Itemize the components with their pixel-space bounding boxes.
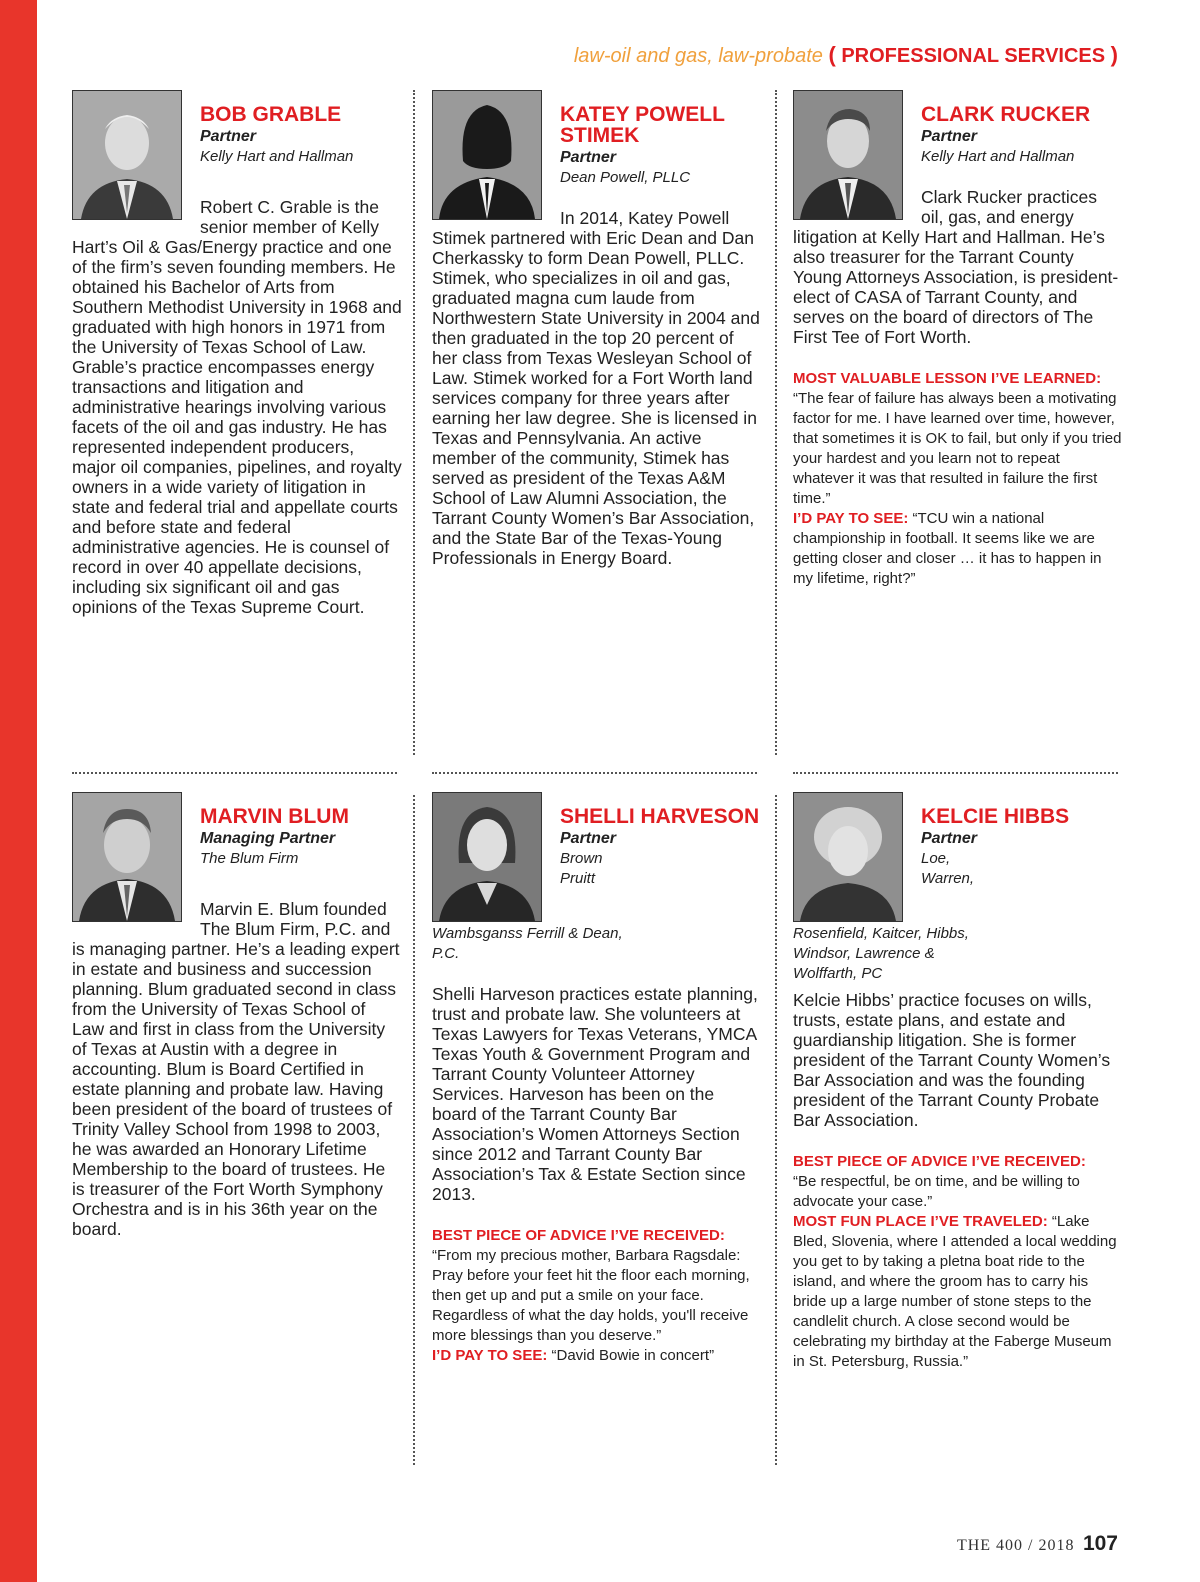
column-divider — [413, 795, 415, 1465]
profile-name: KELCIE HIBBS — [921, 805, 1070, 828]
profile-bio: Marvin E. Blum founded The Blum Firm, P.C. and is managing partner. He’s a leading expert in estate and business and succession planning. Blum graduated second in class from the University of Texas School of Law and first in class from the University of Texas at Austin with a degree in accounting. Blum is Board Certified in estate planning and probate law. Having been president of the board of trustees of Trinity Valley School from 1998 to 2003, he was awarded an Honorary Lifetime Membership to the board of trustees. He is treasurer of the Fort Worth Symphony Orchestra and is in his 36th year on the board. — [72, 899, 400, 1239]
profile-bio: Shelli Harveson practices estate planning, trust and probate law. She volunteers at Texas Lawyers for Texas Veterans, YMCA Texas Youth & Government Program and Tarrant County Volunteer Attorney Services. Harveson has been on the board of the Tarrant County Bar Association’s Women Attorneys Section since 2012 and Tarrant County Bar Association’s Tax & Estate Section since 2013. — [432, 984, 758, 1204]
qa-label: I’D PAY TO SEE: — [432, 1347, 548, 1364]
qa-label: MOST FUN PLACE I’VE TRAVELED: — [793, 1213, 1048, 1230]
profile-company: Dean Powell, PLLC — [560, 169, 691, 186]
column-divider — [775, 90, 777, 755]
profile-card — [432, 90, 762, 568]
profile-card — [72, 792, 402, 1239]
qa-section — [793, 1152, 1123, 1372]
page-footer — [957, 1532, 1118, 1556]
column-divider — [775, 795, 777, 1465]
headshot-photo — [793, 90, 903, 220]
profile-card — [432, 792, 762, 1366]
qa-item — [793, 1152, 1123, 1212]
qa-item — [793, 1212, 1123, 1372]
profile-role: Partner — [921, 830, 978, 847]
qa-item — [432, 1226, 762, 1346]
profile-bio: Robert C. Grable is the senior member of Kelly Hart’s Oil & Gas/Energy practice and one of the firm’s seven founding members. He obtained his Bachelor of Arts from Southern Methodist University in 1968 and graduated with high honors in 1971 from the University of Texas School of Law. Grable’s practice encompasses energy transactions and litigation and administrative hearings involving various facets of the oil and gas industry. He has represented independent producers, major oil companies, pipelines, and royalty owners in a wide variety of litigation in state and federal trial and appellate courts and before state and federal administrative agencies. He is counsel of record in over 40 appellate decisions, including six significant oil and gas opinions of the Texas Supreme Court. — [72, 197, 402, 617]
qa-item — [793, 369, 1123, 509]
qa-label: BEST PIECE OF ADVICE I’VE RECEIVED: — [432, 1227, 725, 1244]
qa-answer: “Be respectful, be on time, and be willing to advocate your case.” — [793, 1173, 1080, 1210]
row-divider — [432, 772, 757, 774]
profile-role: Managing Partner — [200, 830, 336, 847]
qa-label: MOST VALUABLE LESSON I’VE LEARNED: — [793, 370, 1102, 387]
qa-answer: “From my precious mother, Barbara Ragsdale: Pray before your feet hit the floor each morning, then get up and put a smile on your face. Regardless of what the day holds, you'll receive more blessings than you deserve.” — [432, 1247, 750, 1344]
profile-role: Partner — [200, 128, 257, 145]
qa-answer: “TCU win a national championship in football. It seems like we are getting closer and closer … it has to happen in my lifetime, right?” — [793, 510, 1102, 587]
qa-item — [793, 509, 1123, 589]
header-categories: law-oil and gas, law-probate — [573, 45, 823, 67]
magazine-issue: THE 400 / 2018 — [956, 1537, 1075, 1554]
profile-bio: In 2014, Katey Powell Stimek partnered with Eric Dean and Dan Cherkassky to form Dean Powell, PLLC. Stimek, who specializes in oil and gas, graduated magna cum laude from Northwestern State University in 2004 and then graduated in the top 20 percent of her class from Texas Wesleyan School of Law. Stimek worked for a Fort Worth land services company for three years after earning her law degree. She is licensed in Texas and Pennsylvania. An active member of the community, Stimek has served as president of the Texas A&M School of Law Alumni Association, the Tarrant County Women’s Bar Association, and the State Bar of the Texas-Young Professionals in Energy Board. — [432, 208, 760, 568]
qa-item — [432, 1346, 762, 1366]
profile-role: Partner — [560, 830, 617, 847]
headshot-photo — [72, 792, 182, 922]
profile-name: MARVIN BLUM — [200, 805, 349, 828]
profile-company: Kelly Hart and Hallman — [200, 148, 354, 165]
profile-company: The Blum Firm — [200, 850, 299, 867]
qa-label: I’D PAY TO SEE: — [793, 510, 909, 527]
qa-label: BEST PIECE OF ADVICE I’VE RECEIVED: — [793, 1153, 1086, 1170]
qa-section — [793, 369, 1123, 589]
profile-card — [793, 792, 1123, 1372]
page-number: 107 — [1082, 1532, 1118, 1555]
profile-card — [72, 90, 402, 617]
qa-answer: “David Bowie in concert” — [551, 1347, 715, 1364]
profile-role: Partner — [560, 149, 617, 166]
section-header — [574, 42, 1118, 68]
profile-bio: Kelcie Hibbs’ practice focuses on wills, trusts, estate plans, and estate and guardianship litigation. She is former president of the Tarrant County Women’s Bar Association and was the founding president of the Tarrant County Probate Bar Association. — [793, 990, 1111, 1130]
header-open-paren: ( — [828, 42, 836, 67]
profile-name: CLARK RUCKER — [921, 103, 1091, 126]
headshot-photo — [72, 90, 182, 220]
profile-bio: Clark Rucker practices oil, gas, and energy litigation at Kelly Hart and Hallman. He’s also treasurer for the Tarrant County Young Attorneys Association, is president-elect of CASA of Tarrant County, and serves on the board of directors of The First Tee of Fort Worth. — [793, 187, 1119, 347]
profile-name: SHELLI HARVESON — [560, 805, 760, 828]
qa-answer: “The fear of failure has always been a motivating factor for me. I have learned over time, however, that sometimes it is OK to fail, but only if you tried your hardest and you learn not to repeat whatever it was that resulted in failure the first time.” — [793, 390, 1122, 507]
profile-role: Partner — [921, 128, 978, 145]
silhouette-placeholder-icon — [432, 90, 542, 220]
row-divider — [793, 772, 1118, 774]
profile-card — [793, 90, 1123, 589]
qa-answer: “Lake Bled, Slovenia, where I attended a local wedding you get to by taking a pletna boat ride to the island, and where the groom has to carry his bride up a large number of stone steps to the candlelit church. A close second would be celebrating my birthday at the Faberge Museum in St. Petersburg, Russia.” — [793, 1213, 1117, 1370]
row-divider — [72, 772, 397, 774]
header-section: PROFESSIONAL SERVICES — [841, 45, 1106, 67]
column-divider — [413, 90, 415, 755]
header-close-paren: ) — [1110, 42, 1118, 67]
side-color-bar — [0, 0, 37, 1582]
profile-company: Kelly Hart and Hallman — [921, 148, 1075, 165]
profile-company: Brown Pruitt Wambsganss Ferrill & Dean, P.C. — [432, 850, 623, 962]
headshot-photo — [793, 792, 903, 922]
profile-company: Loe, Warren, Rosenfield, Kaitcer, Hibbs, Windsor, Lawrence & Wolffarth, PC — [793, 850, 975, 982]
profile-name: KATEY POWELL STIMEK — [560, 103, 725, 147]
headshot-photo — [432, 792, 542, 922]
qa-section — [432, 1226, 762, 1366]
profile-name: BOB GRABLE — [200, 103, 342, 126]
